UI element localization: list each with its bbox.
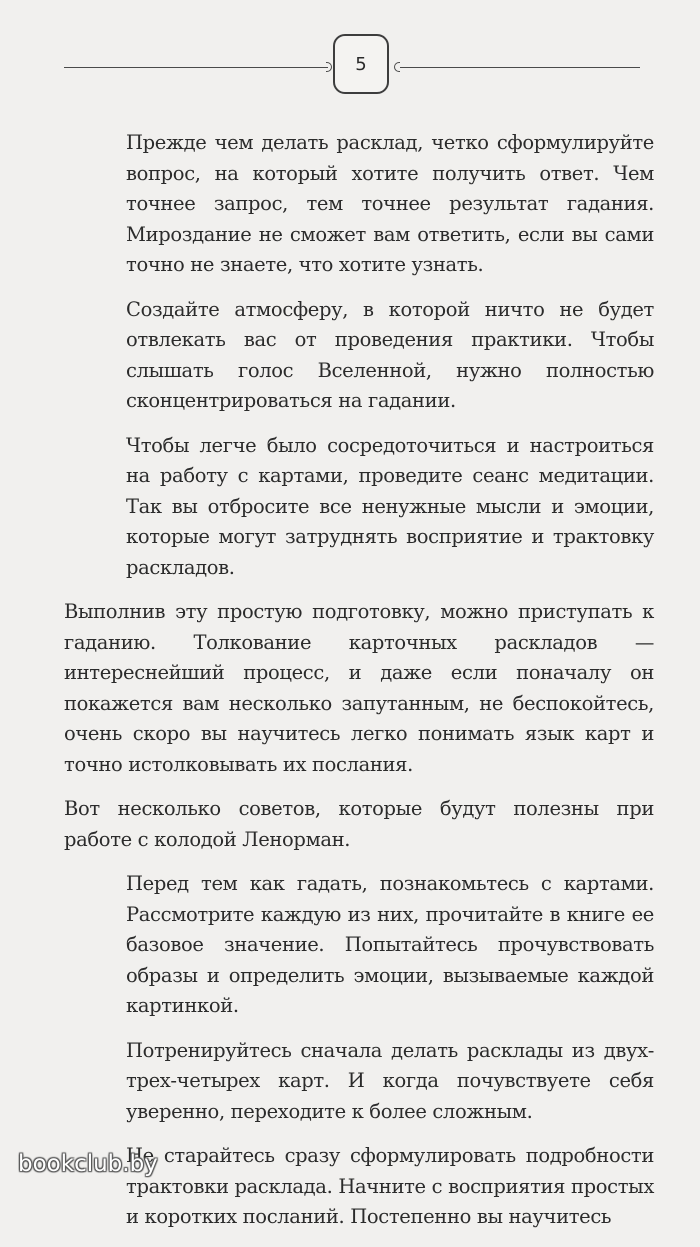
crescent-moon-icon	[94, 303, 108, 317]
paragraph: Выполнив эту простую подготовку, можно приступать к гаданию. Толкование карточных раскладов — интереснейший процесс, и даже если поначалу он покажется вам несколько запутанным, не беспокойтесь, очень скоро вы научитесь легко понимать язык карт и точно истолковывать их послания.	[64, 600, 654, 776]
page-number: 5	[333, 34, 389, 94]
watermark: bookclub.by	[18, 1151, 158, 1177]
crescent-moon-icon	[94, 877, 108, 891]
crescent-moon-icon	[94, 439, 108, 453]
list-item	[94, 869, 654, 1022]
list-item	[94, 295, 654, 417]
list-item-text: Потренируйтесь сначала делать расклады из двух-трех-четырех карт. И когда почувствуете себя уверенно, переходите к более сложным.	[126, 1038, 654, 1123]
list-item-text: Прежде чем делать расклад, четко сформулируйте вопрос, на который хотите получить ответ. Чем точнее запрос, тем точнее результат гадания. Мироздание не сможет вам ответить, если вы сами точно не знаете, что хотите узнать.	[126, 131, 654, 276]
list-item	[94, 431, 654, 584]
list-item-text: Чтобы легче было сосредоточиться и настроиться на работу с картами, проведите сеанс медитации. Так вы отбросите все ненужные мысли и эмоции, которые могут затруднять восприятие и трактовку раскладов.	[126, 433, 654, 579]
list-item	[94, 1036, 654, 1128]
list-item	[94, 128, 654, 281]
list-item-text: Не старайтесь сразу сформулировать подробности трактовки расклада. Начните с восприятия простых и коротких посланий. Постепенно вы научитесь	[126, 1144, 654, 1228]
page-header	[0, 34, 700, 94]
list-item-text: Создайте атмосферу, в которой ничто не будет отвлекать вас от проведения практики. Чтобы слышать голос Вселенной, нужно полностью сконцентрироваться на гадании.	[126, 297, 654, 412]
header-rule-left	[64, 67, 328, 68]
header-rule-cap-left	[326, 62, 332, 72]
crescent-moon-icon	[94, 1044, 108, 1058]
list-item-text: Перед тем как гадать, познакомьтесь с картами. Рассмотрите каждую из них, прочитайте в книге ее базовое значение. Попытайтесь прочувствовать образы и определить эмоции, вызываемые каждой картинкой.	[126, 872, 654, 1017]
paragraph: Вот несколько советов, которые будут полезны при работе с колодой Ленорман.	[64, 797, 654, 851]
header-rule-right	[400, 67, 640, 68]
crescent-moon-icon	[94, 136, 108, 150]
